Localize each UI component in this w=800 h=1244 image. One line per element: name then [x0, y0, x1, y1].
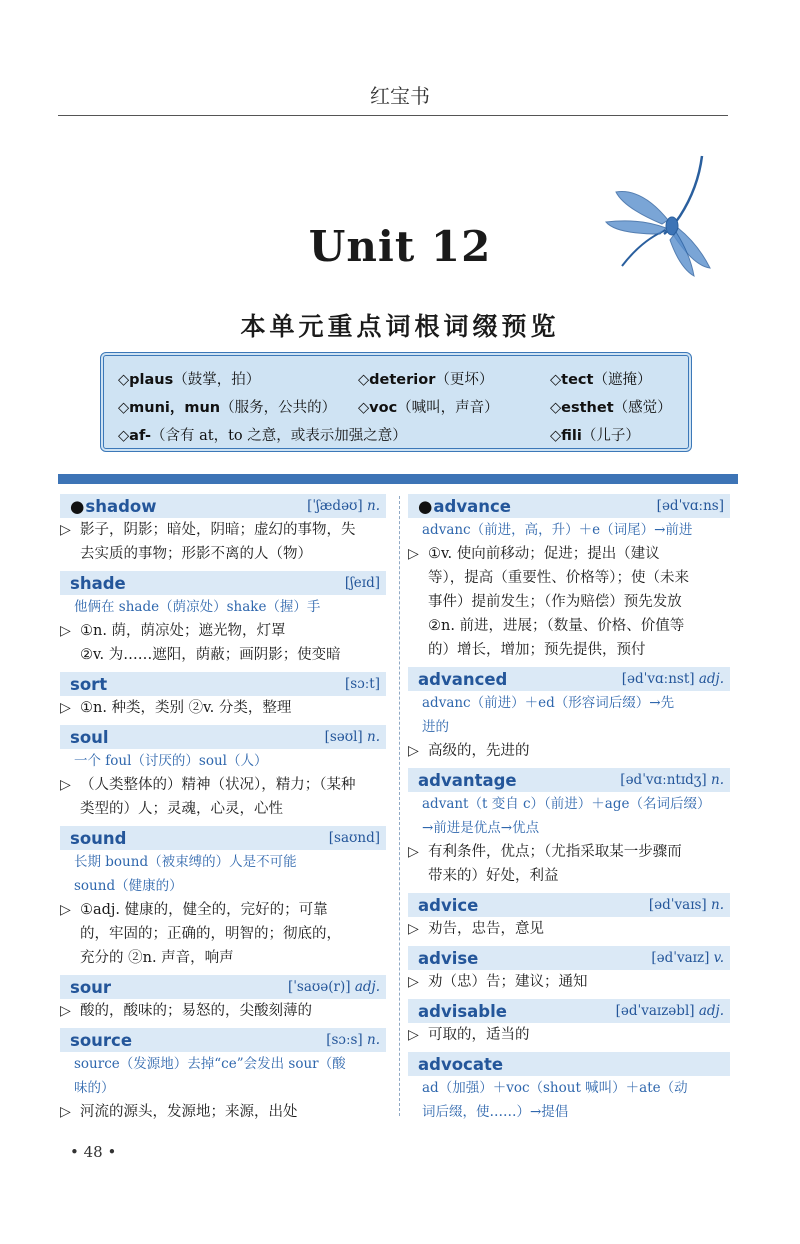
- phonetic-text: [ʃeɪd]: [344, 575, 380, 591]
- definition: [408, 970, 730, 994]
- headword-text: sound: [70, 828, 127, 848]
- headword: [418, 670, 507, 689]
- unit-title: Unit 12: [308, 222, 492, 271]
- etymology-line: 进的: [422, 719, 449, 735]
- definition: [60, 1100, 386, 1124]
- phonetic: [345, 676, 380, 692]
- headword-text: sort: [70, 674, 108, 694]
- triangle-bullet-icon: ▷: [408, 921, 419, 937]
- headword: [70, 497, 157, 516]
- part-of-speech: n.: [711, 897, 724, 913]
- definition: [60, 619, 386, 667]
- part-of-speech: n.: [367, 729, 380, 745]
- etymology-note: [408, 518, 730, 542]
- definition-line: ①v. 使向前移动；促进；提出（建议: [428, 546, 660, 562]
- part-of-speech: v.: [713, 950, 724, 966]
- preview-subtitle: 本单元重点词根词缀预览: [240, 312, 560, 341]
- etymology-note: [60, 749, 386, 773]
- triangle-bullet-icon: ▷: [60, 623, 71, 639]
- definition: [408, 917, 730, 941]
- definition-line: ②n. 前进，进展；（数量、价格、价值等: [428, 618, 685, 634]
- phonetic-text: [saʊnd]: [328, 830, 380, 846]
- left-column: [60, 494, 386, 1124]
- definition: [60, 898, 386, 970]
- definition-line: ②v. 为……遮阳，荫蔽；画阴影；使变暗: [80, 647, 341, 663]
- phonetic-text: [ədˈvaɪs]: [648, 897, 707, 913]
- definition-line: 的，牢固的；正确的，明智的；彻底的，: [80, 926, 341, 942]
- key-word-dot-icon: ●: [70, 496, 85, 516]
- page-number: • 48 •: [70, 1143, 117, 1161]
- phonetic: [307, 498, 380, 514]
- etymology-line: advanc（前进）＋ed（形容词后缀）→先: [422, 695, 675, 711]
- entry-header: [60, 826, 386, 850]
- headword: [70, 978, 111, 997]
- headword-text: shadow: [85, 496, 157, 516]
- headword: [418, 771, 517, 790]
- phonetic-text: [ˈsaʊə(r)]: [287, 979, 351, 995]
- phonetic-text: [ədˈvaɪz]: [651, 950, 710, 966]
- etymology-line: 长期 bound（被束缚的）人是不可能: [74, 854, 297, 870]
- phonetic-text: [ədˈvɑːnst]: [621, 671, 695, 687]
- part-of-speech: n.: [367, 498, 380, 514]
- triangle-bullet-icon: ▷: [60, 777, 71, 793]
- phonetic-text: [ˈʃædəʊ]: [307, 498, 363, 514]
- etymology-note: [408, 1076, 730, 1124]
- definition-line: （人类整体的）精神（状况），精力；（某种: [80, 777, 356, 793]
- definition: [60, 773, 386, 821]
- etymology-line: sound（健康的）: [74, 878, 183, 894]
- definition: [60, 518, 386, 566]
- definition-line: 酸的，酸味的；易怒的，尖酸刻薄的: [80, 1003, 312, 1019]
- header-title: 红宝书: [370, 84, 430, 108]
- etymology-line: source（发源地）去掉“ce”会发出 sour（酸: [74, 1056, 346, 1072]
- triangle-bullet-icon: ▷: [60, 1003, 71, 1019]
- etymology-line: 一个 foul（讨厌的）soul（人）: [74, 753, 268, 769]
- right-column: [408, 494, 730, 1124]
- triangle-bullet-icon: ▷: [60, 522, 71, 538]
- phonetic: [657, 498, 724, 514]
- part-of-speech: adj.: [354, 979, 380, 995]
- headword: [70, 574, 126, 593]
- etymology-line: 词后缀，使……）→提倡: [422, 1104, 569, 1120]
- triangle-bullet-icon: ▷: [60, 700, 71, 716]
- entry-header: [60, 672, 386, 696]
- phonetic-text: [ədˈvaɪzəbl]: [615, 1003, 695, 1019]
- part-of-speech: adj.: [698, 671, 724, 687]
- part-of-speech: n.: [367, 1032, 380, 1048]
- phonetic-text: [sɔːt]: [345, 676, 380, 692]
- definition: [408, 840, 730, 888]
- triangle-bullet-icon: ▷: [408, 974, 419, 990]
- definition-line: 去实质的事物；形影不离的人（物）: [80, 546, 312, 562]
- headword-text: source: [70, 1030, 133, 1050]
- definition-line: ①n. 种类，类别 ②v. 分类，整理: [80, 700, 292, 716]
- headword-text: advice: [418, 895, 479, 915]
- definition: [408, 1023, 730, 1047]
- etymology-note: [60, 1052, 386, 1100]
- headword: [70, 1031, 132, 1050]
- headword-text: shade: [70, 573, 126, 593]
- phonetic-text: [ədˈvɑːntɪdʒ]: [620, 772, 707, 788]
- key-word-dot-icon: ●: [418, 496, 433, 516]
- column-divider: [399, 496, 400, 1116]
- headword-text: advisable: [418, 1001, 507, 1021]
- preview-item: ◇fili（儿子）: [550, 428, 640, 444]
- definition-line: 劝（忠）告；建议；通知: [428, 974, 588, 990]
- definition-line: ①n. 荫，荫凉处；遮光物，灯罩: [80, 623, 286, 639]
- entry-header: [60, 975, 386, 999]
- definition-line: ①adj. 健康的，健全的，完好的；可靠: [80, 902, 328, 918]
- root-preview-box: [100, 352, 692, 452]
- triangle-bullet-icon: ▷: [408, 1027, 419, 1043]
- phonetic: [616, 1003, 724, 1019]
- etymology-note: [60, 850, 386, 898]
- definition-line: 可取的，适当的: [428, 1027, 530, 1043]
- phonetic-text: [səʊl]: [324, 729, 363, 745]
- headword: [70, 728, 109, 747]
- definition: [408, 542, 730, 662]
- phonetic: [649, 897, 724, 913]
- phonetic: [622, 671, 724, 687]
- entry-header: [408, 999, 730, 1023]
- part-of-speech: n.: [711, 772, 724, 788]
- headword-text: sour: [70, 977, 112, 997]
- definition-line: 事件）提前发生；（作为赔偿）预先发放: [428, 594, 682, 610]
- headword: [70, 829, 126, 848]
- definition: [60, 999, 386, 1023]
- phonetic-text: [sɔːs]: [326, 1032, 363, 1048]
- headword: [418, 949, 478, 968]
- headword: [70, 675, 107, 694]
- headword-text: advise: [418, 948, 479, 968]
- etymology-note: [408, 691, 730, 739]
- headword-text: advance: [433, 496, 511, 516]
- etymology-line: ad（加强）＋voc（shout 喊叫）＋ate（动: [422, 1080, 688, 1096]
- preview-item: ◇plaus（鼓掌，拍）: [118, 372, 261, 388]
- header-rule: [58, 115, 728, 116]
- entry-header: [60, 494, 386, 518]
- preview-item: ◇af-（含有 at，to 之意，或表示加强之意）: [118, 428, 407, 444]
- triangle-bullet-icon: ▷: [408, 844, 419, 860]
- headword: [418, 1055, 503, 1074]
- definition-line: 的）增长，增加；预先提供，预付: [428, 642, 646, 658]
- phonetic: [345, 575, 380, 591]
- entry-header: [60, 1028, 386, 1052]
- phonetic: [651, 950, 724, 966]
- entry-header: [60, 571, 386, 595]
- headword-text: advantage: [418, 770, 517, 790]
- headword-text: advocate: [418, 1054, 504, 1074]
- entry-header: [408, 667, 730, 691]
- preview-item: ◇deterior（更坏）: [358, 372, 494, 388]
- preview-item: ◇voc（喊叫，声音）: [358, 400, 499, 416]
- etymology-note: [60, 595, 386, 619]
- entry-header: [60, 725, 386, 749]
- phonetic: [620, 772, 724, 788]
- phonetic: [326, 1032, 380, 1048]
- triangle-bullet-icon: ▷: [408, 743, 419, 759]
- definition-line: 等），提高（重要性、价格等）；使（未来: [428, 570, 689, 586]
- definition-line: 影子，阴影；暗处，阴暗；虚幻的事物，失: [80, 522, 356, 538]
- definition: [60, 696, 386, 720]
- preview-item: ◇tect（遮掩）: [550, 372, 652, 388]
- phonetic-text: [ədˈvɑːns]: [656, 498, 724, 514]
- preview-item: ◇muni，mun（服务，公共的）: [118, 400, 337, 416]
- definition-line: 劝告，忠告，意见: [428, 921, 544, 937]
- triangle-bullet-icon: ▷: [60, 902, 71, 918]
- triangle-bullet-icon: ▷: [60, 1104, 71, 1120]
- definition-line: 有利条件，优点；（尤指采取某一步骤而: [428, 844, 682, 860]
- etymology-line: advanc（前进，高，升）＋e（词尾）→前进: [422, 522, 693, 538]
- entry-header: [408, 946, 730, 970]
- headword-text: advanced: [418, 669, 508, 689]
- etymology-line: 他俩在 shade（荫凉处）shake（握）手: [74, 599, 321, 615]
- etymology-note: [408, 792, 730, 840]
- headword-text: soul: [70, 727, 109, 747]
- headword: [418, 896, 478, 915]
- preview-item: ◇esthet（感觉）: [550, 400, 672, 416]
- entry-header: [408, 768, 730, 792]
- etymology-line: →前进是优点→优点: [422, 820, 540, 836]
- definition-line: 河流的源头，发源地；来源，出处: [80, 1104, 298, 1120]
- headword: [418, 497, 511, 516]
- definition-line: 高级的，先进的: [428, 743, 530, 759]
- definition: [408, 739, 730, 763]
- phonetic: [288, 979, 380, 995]
- entry-header: [408, 1052, 730, 1076]
- phonetic: [329, 830, 380, 846]
- definition-line: 带来的）好处，利益: [428, 868, 559, 884]
- definition-line: 类型的）人；灵魂，心灵，心性: [80, 801, 283, 817]
- section-band: [58, 474, 738, 484]
- phonetic: [325, 729, 380, 745]
- etymology-line: advant（t 变自 c）（前进）＋age（名词后缀）: [422, 796, 711, 812]
- part-of-speech: adj.: [698, 1003, 724, 1019]
- entry-header: [408, 893, 730, 917]
- headword: [418, 1002, 507, 1021]
- etymology-line: 味的）: [74, 1080, 115, 1096]
- entry-header: [408, 494, 730, 518]
- definition-line: 充分的 ②n. 声音，响声: [80, 950, 234, 966]
- triangle-bullet-icon: ▷: [408, 546, 419, 562]
